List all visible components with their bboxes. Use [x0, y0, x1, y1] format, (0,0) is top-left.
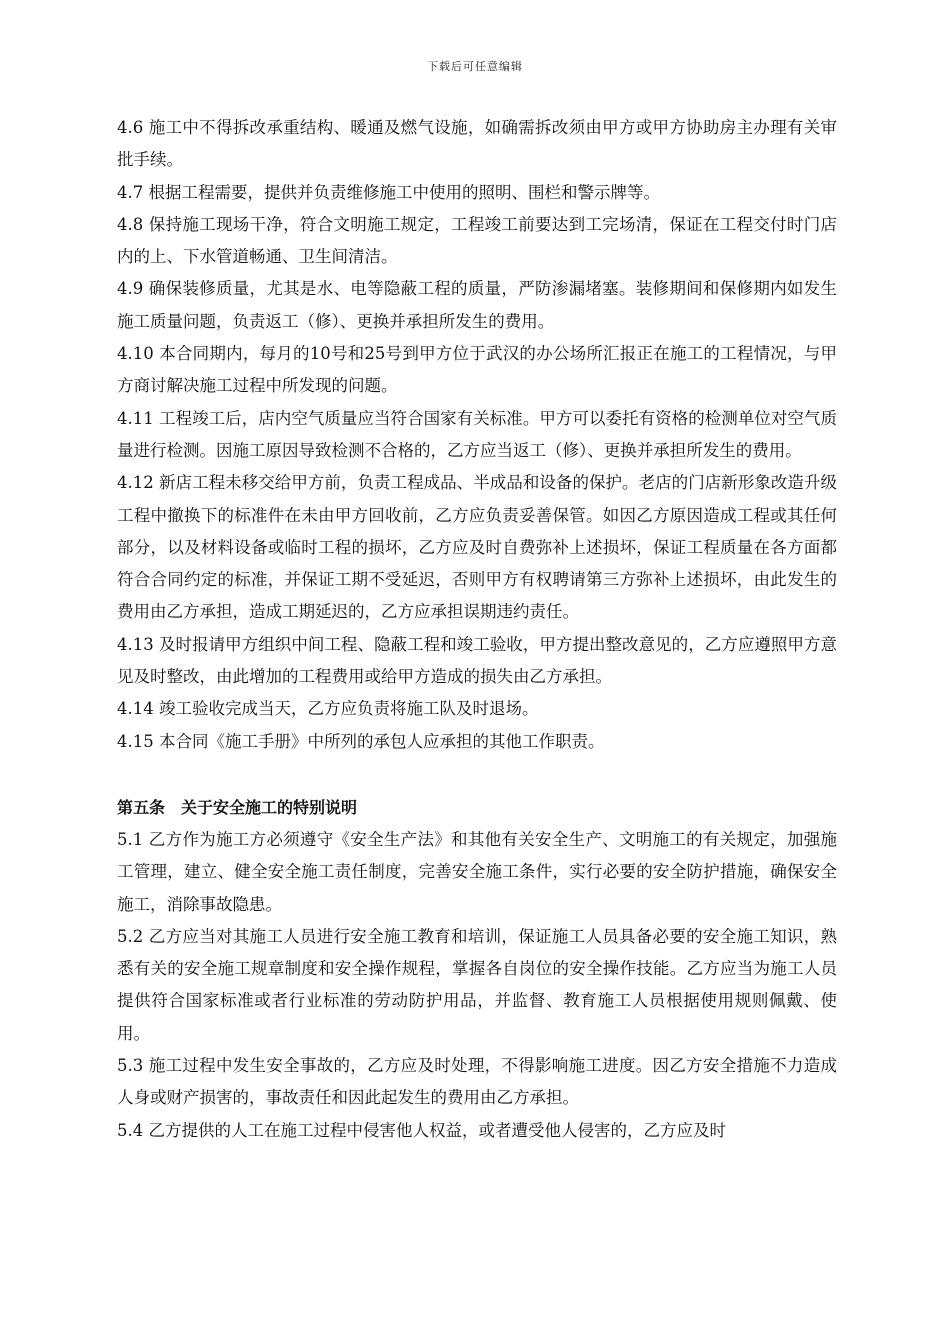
clause-4-13: 4.13 及时报请甲方组织中间工程、隐蔽工程和竣工验收，甲方提出整改意见的，乙方应遵照甲方意见及时整改，由此增加的工程费用或给甲方造成的损失由乙方承担。: [117, 634, 837, 687]
clause-4-14: 4.14 竣工验收完成当天，乙方应负责将施工队及时退场。: [117, 699, 539, 719]
contract-body: [117, 112, 837, 1147]
clause-5-3: 5.3 施工过程中发生安全事故的，乙方应及时处理，不得影响施工进度。因乙方安全措施不力造成人身或财产损害的，事故责任和因此起发生的费用由乙方承担。: [117, 1056, 837, 1108]
clause-5-4: 5.4 乙方提供的人工在施工过程中侵害他人权益，或者遭受他人侵害的，乙方应及时: [117, 1120, 726, 1140]
clause-4-9: 4.9 确保装修质量，尤其是水、电等隐蔽工程的质量，严防渗漏堵塞。装修期间和保修期内如发生施工质量问题，负责返工（修）、更换并承担所发生的费用。: [117, 279, 837, 331]
clause-4-6: 4.6 施工中不得拆改承重结构、暖通及燃气设施，如确需拆改须由甲方或甲方协助房主办理有关审批手续。: [117, 118, 837, 170]
clause-4-8: 4.8 保持施工现场干净，符合文明施工规定，工程竣工前要达到工完场清，保证在工程交付时门店内的上、下水管道畅通、卫生间清洁。: [117, 214, 837, 267]
clause-5-2: 5.2 乙方应当对其施工人员进行安全施工教育和培训，保证施工人员具备必要的安全施工知识，熟悉有关的安全施工规章制度和安全操作规程，掌握各自岗位的安全操作技能。乙方应当为施工人员提供符合国家标准或者行业标准的劳动防护用品，并监督、教育施工人员根据使用规则佩戴、使用。: [117, 926, 837, 1043]
section-5-heading: 第五条 关于安全施工的特别说明: [117, 797, 358, 817]
clause-4-15: 4.15 本合同《施工手册》中所列的承包人应承担的其他工作职责。: [117, 731, 605, 751]
header-note: 下载后可任意编辑: [427, 60, 523, 73]
clause-4-7: 4.7 根据工程需要，提供并负责维修施工中使用的照明、围栏和警示牌等。: [117, 182, 660, 202]
clause-4-10: 4.10 本合同期内，每月的10号和25号到甲方位于武汉的办公场所汇报正在施工的工程情况，与甲方商讨解决施工过程中所发现的问题。: [117, 344, 837, 396]
clause-5-1: 5.1 乙方作为施工方必须遵守《安全生产法》和其他有关安全生产、文明施工的有关规定，加强施工管理，建立、健全安全施工责任制度，完善安全施工条件，实行必要的安全防护措施，确保安全施工，消除事故隐患。: [117, 829, 837, 914]
clause-4-11: 4.11 工程竣工后，店内空气质量应当符合国家有关标准。甲方可以委托有资格的检测单位对空气质量进行检测。因施工原因导致检测不合格的，乙方应当返工（修）、更换并承担所发生的费用。: [117, 408, 837, 460]
clause-4-12: 4.12 新店工程未移交给甲方前，负责工程成品、半成品和设备的保护。老店的门店新形象改造升级工程中撤换下的标准件在未由甲方回收前，乙方应负责妥善保管。如因乙方原因造成工程或其任何部分，以及材料设备或临时工程的损坏，乙方应及时自费弥补上述损坏，保证工程质量在各方面都符合合同约定的标准，并保证工期不受延迟，否则甲方有权聘请第三方弥补上述损坏，由此发生的费用由乙方承担，造成工期延迟的，乙方应承担误期违约责任。: [117, 473, 837, 622]
